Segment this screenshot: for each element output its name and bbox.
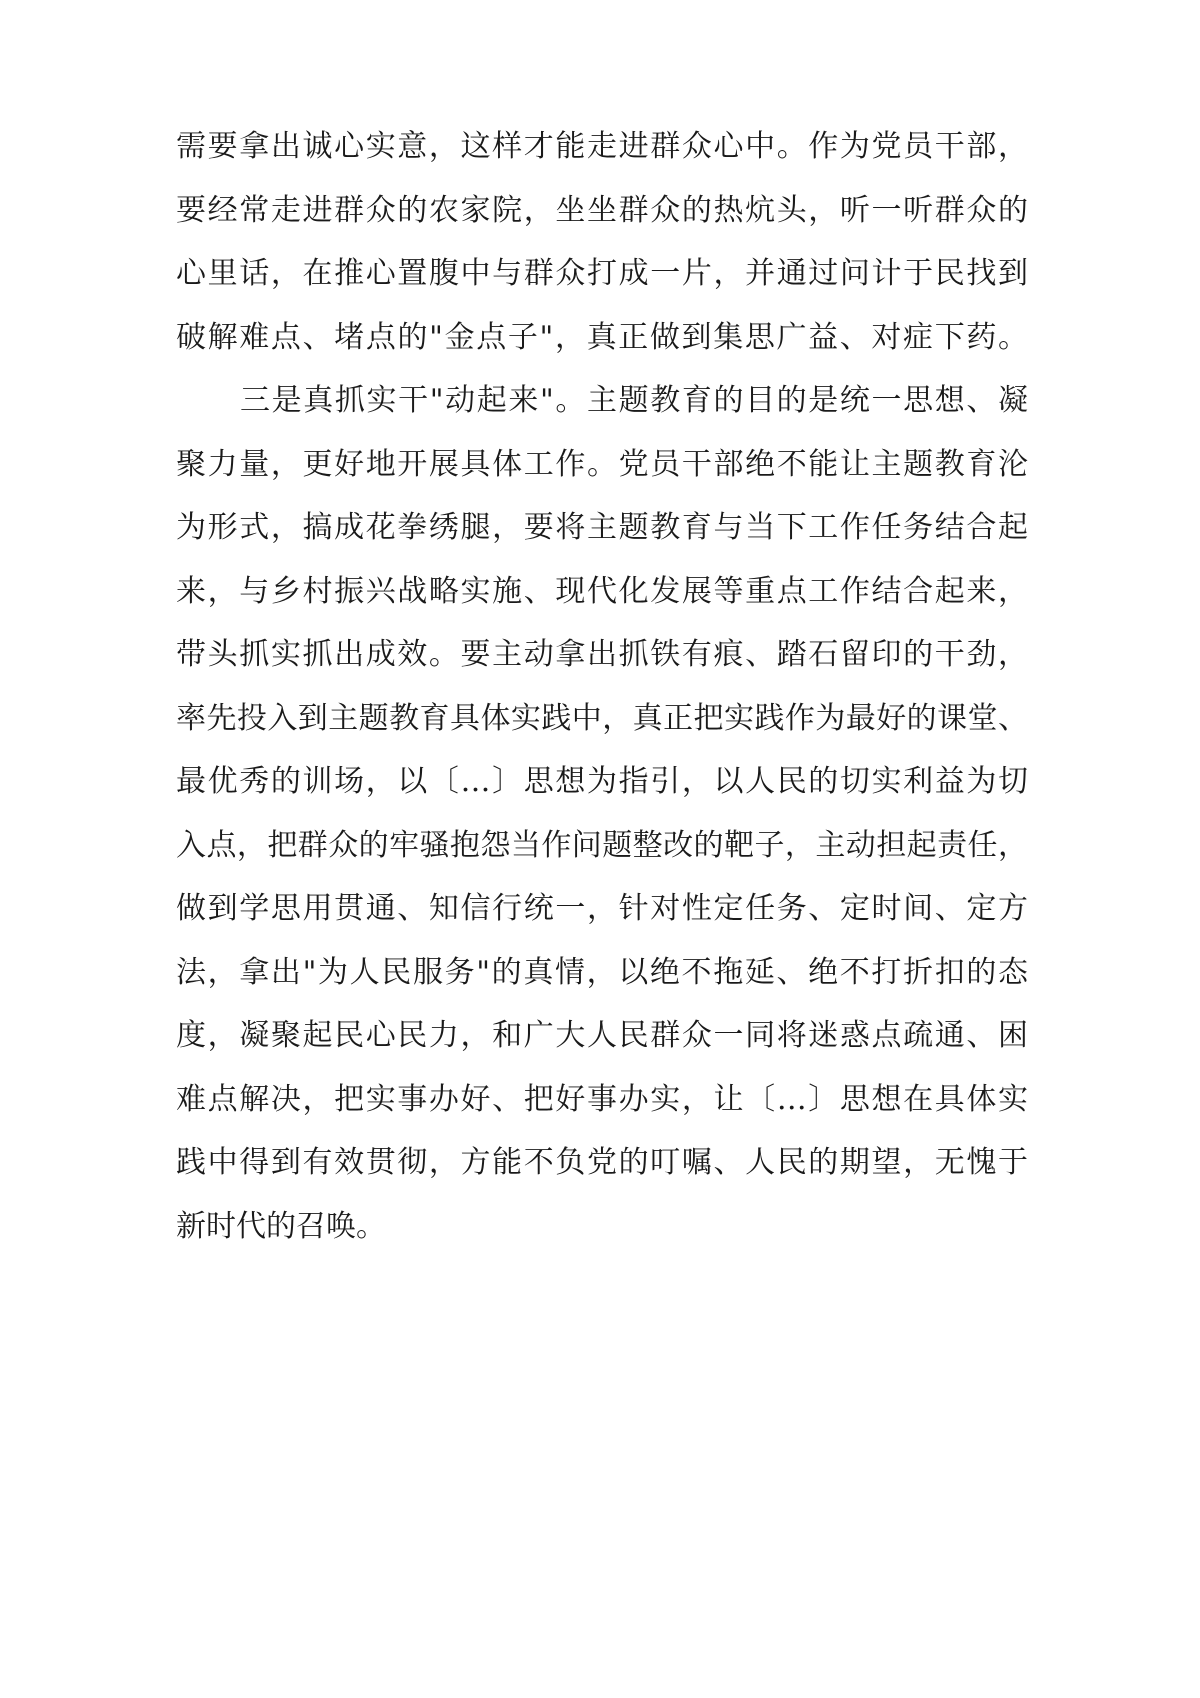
text-line: 破解难点、堵点的"金点子"，真正做到集思广益、对症下药。	[176, 319, 1028, 355]
body-text	[176, 115, 1028, 1258]
text-line: 做到学思用贯通、知信行统一，针对性定任务、定时间、定方	[176, 891, 1028, 926]
text-line: 来，与乡村振兴战略实施、现代化发展等重点工作结合起来，	[176, 573, 1028, 609]
paragraph-1	[176, 115, 1028, 369]
text-line: 心里话，在推心置腹中与群众打成一片，并通过问计于民找到	[176, 256, 1028, 291]
text-line: 率先投入到主题教育具体实践中，真正把实践作为最好的课堂、	[176, 700, 1028, 736]
text-line: 需要拿出诚心实意，这样才能走进群众心中。作为党员干部，	[176, 129, 1028, 164]
text-line: 新时代的召唤。	[176, 1208, 386, 1244]
text-line: 要经常走进群众的农家院，坐坐群众的热炕头，听一听群众的	[176, 192, 1028, 228]
text-line: 践中得到有效贯彻，方能不负党的叮嘱、人民的期望，无愧于	[176, 1145, 1028, 1180]
text-line: 难点解决，把实事办好、把好事办实，让〔…〕思想在具体实	[176, 1081, 1028, 1117]
paragraph-2	[176, 369, 1028, 1258]
text-line: 度，凝聚起民心民力，和广大人民群众一同将迷惑点疏通、困	[176, 1018, 1028, 1053]
text-line: 带头抓实抓出成效。要主动拿出抓铁有痕、踏石留印的干劲，	[176, 637, 1028, 672]
text-line: 三是真抓实干"动起来"。主题教育的目的是统一思想、凝	[240, 383, 1028, 418]
text-line: 法，拿出"为人民服务"的真情，以绝不拖延、绝不打折扣的态	[176, 954, 1028, 990]
text-line: 入点，把群众的牢骚抱怨当作问题整改的靶子，主动担起责任，	[176, 827, 1028, 863]
text-line: 最优秀的训场，以〔…〕思想为指引，以人民的切实利益为切	[176, 764, 1028, 799]
text-line: 聚力量，更好地开展具体工作。党员干部绝不能让主题教育沦	[176, 446, 1028, 482]
text-line: 为形式，搞成花拳绣腿，要将主题教育与当下工作任务结合起	[176, 510, 1028, 545]
